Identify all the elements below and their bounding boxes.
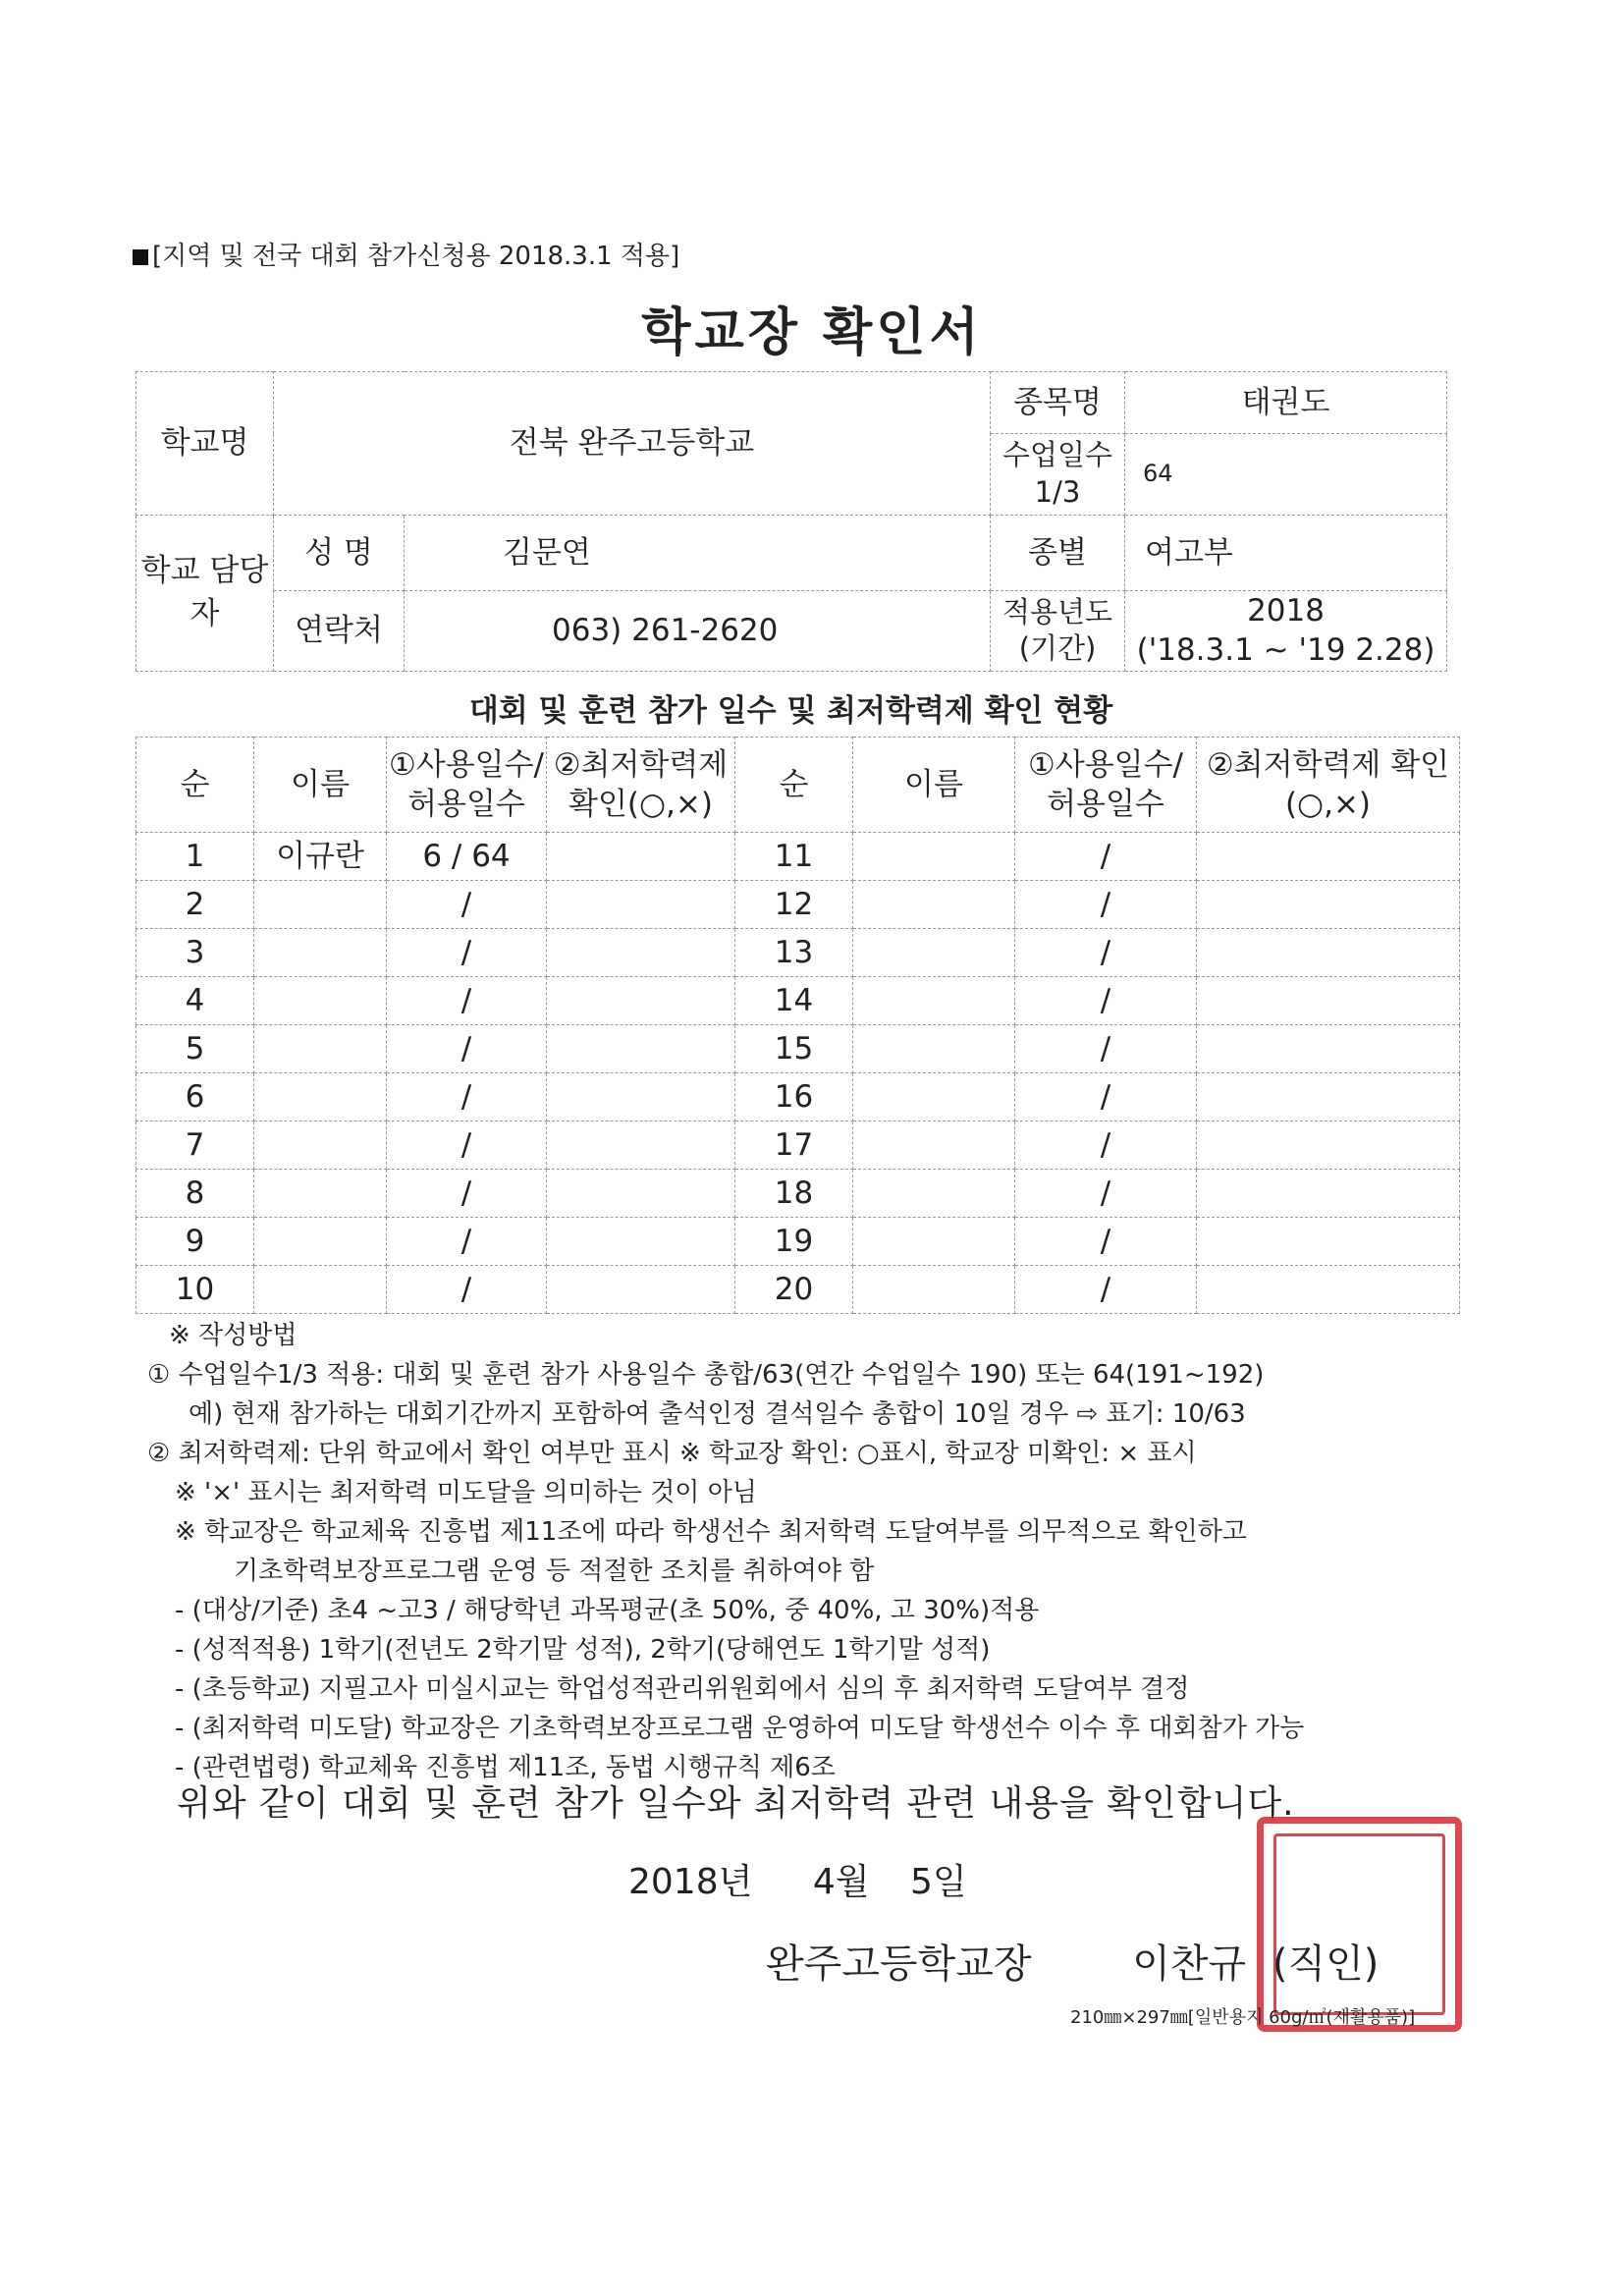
days-used: /	[387, 929, 547, 977]
academic-check	[547, 1025, 735, 1073]
table-row	[136, 1025, 1460, 1073]
days-used-2: /	[1015, 929, 1197, 977]
school-label: 학교명	[136, 372, 274, 516]
academic-check	[547, 1073, 735, 1121]
student-name-2	[853, 1025, 1015, 1073]
header-academic-2: ②최저학력제 확인(○,×)	[1197, 738, 1460, 833]
days-used: /	[387, 977, 547, 1025]
student-name	[254, 929, 387, 977]
academic-check-2	[1197, 1073, 1460, 1121]
confirm-statement: 위와 같이 대회 및 훈련 참가 일수와 최저학력 관련 내용을 확인합니다.	[177, 1783, 1295, 1824]
academic-check	[547, 1170, 735, 1218]
row-no: 2	[136, 881, 254, 929]
academic-check-2	[1197, 833, 1460, 881]
days-used-2: /	[1015, 977, 1197, 1025]
days-used-2: /	[1015, 1025, 1197, 1073]
student-name-2	[853, 833, 1015, 881]
academic-check-2	[1197, 1170, 1460, 1218]
header-no: 순	[136, 738, 254, 833]
days-used: /	[387, 1121, 547, 1170]
row-no: 1	[136, 833, 254, 881]
academic-check-2	[1197, 881, 1460, 929]
academic-check	[547, 1218, 735, 1266]
row-no-2: 14	[735, 977, 853, 1025]
note-line: 기초학력보장프로그램 운영 등 적절한 조치를 취하여야 함	[234, 1557, 875, 1586]
days-used: /	[387, 1170, 547, 1218]
days-used-2: /	[1015, 1266, 1197, 1314]
academic-check	[547, 977, 735, 1025]
days-used-2: /	[1015, 1073, 1197, 1121]
date-day: 5일	[910, 1862, 967, 1902]
contact-value: 063) 261-2620	[405, 591, 991, 672]
academic-check-2	[1197, 1025, 1460, 1073]
contact-label: 연락처	[274, 591, 405, 672]
academic-check-2	[1197, 929, 1460, 977]
student-name-2	[853, 1170, 1015, 1218]
category-label: 종별	[991, 516, 1125, 591]
year-cell	[1125, 591, 1447, 672]
student-name	[254, 1170, 387, 1218]
note-line: ※ 학교장은 학교체육 진흥법 제11조에 따라 학생선수 최저학력 도달여부를 의무적으로 확인하고	[175, 1517, 1247, 1547]
note-line: - (최저학력 미도달) 학교장은 기초학력보장프로그램 운영하여 미도달 학생선수 이수 후 대회참가 가능	[175, 1714, 1305, 1743]
row-no-2: 19	[735, 1218, 853, 1266]
sport-value: 태권도	[1125, 372, 1447, 434]
days-used-2: /	[1015, 833, 1197, 881]
student-name	[254, 1121, 387, 1170]
academic-check	[547, 833, 735, 881]
student-name	[254, 977, 387, 1025]
row-no: 8	[136, 1170, 254, 1218]
manager-label: 학교 담당자	[136, 516, 274, 672]
student-name	[254, 1025, 387, 1073]
academic-check-2	[1197, 1121, 1460, 1170]
roster-table	[135, 737, 1460, 1314]
name-label: 성 명	[274, 516, 405, 591]
row-no-2: 17	[735, 1121, 853, 1170]
document-title: 학교장 확인서	[641, 303, 983, 362]
academic-check-2	[1197, 1266, 1460, 1314]
header-no-2: 순	[735, 738, 853, 833]
square-bullet-icon	[133, 249, 148, 265]
school-name: 전북 완주고등학교	[274, 372, 991, 516]
days-used: /	[387, 1025, 547, 1073]
student-name	[254, 1218, 387, 1266]
table-row	[136, 1121, 1460, 1170]
info-table	[135, 371, 1447, 672]
note-line: - (관련법령) 학교체육 진흥법 제11조, 동법 시행규칙 제6조	[175, 1753, 836, 1782]
signature-name: 이찬규	[1132, 1941, 1247, 1987]
period-value: ('18.3.1 ~ '19 2.28)	[1136, 632, 1435, 669]
days-used-2: /	[1015, 1170, 1197, 1218]
date-year: 2018년	[628, 1862, 753, 1902]
row-no-2: 16	[735, 1073, 853, 1121]
academic-check	[547, 1266, 735, 1314]
manager-name: 김문연	[405, 516, 991, 591]
table-row	[136, 1170, 1460, 1218]
paper-note: 210㎜×297㎜[일반용지 60g/㎡(재활용품)]	[1070, 2007, 1416, 2028]
class-days-value: 64	[1125, 434, 1447, 516]
row-no: 6	[136, 1073, 254, 1121]
row-no: 9	[136, 1218, 254, 1266]
header-name-2: 이름	[853, 738, 1015, 833]
student-name	[254, 881, 387, 929]
table-row	[136, 833, 1460, 881]
row-no: 10	[136, 1266, 254, 1314]
student-name-2	[853, 929, 1015, 977]
row-no-2: 20	[735, 1266, 853, 1314]
row-no-2: 11	[735, 833, 853, 881]
days-used: /	[387, 1073, 547, 1121]
academic-check	[547, 881, 735, 929]
student-name-2	[853, 977, 1015, 1025]
days-used-2: /	[1015, 1218, 1197, 1266]
category-value: 여고부	[1125, 516, 1447, 591]
date-month: 4월	[812, 1862, 870, 1902]
signature-line	[766, 1933, 1379, 1989]
student-name-2	[853, 1121, 1015, 1170]
row-no: 4	[136, 977, 254, 1025]
header-name: 이름	[254, 738, 387, 833]
note-line: ※ '×' 표시는 최저학력 미도달을 의미하는 것이 아님	[175, 1478, 757, 1507]
academic-check-2	[1197, 1218, 1460, 1266]
row-no: 5	[136, 1025, 254, 1073]
days-used: /	[387, 1266, 547, 1314]
note-line: 예) 현재 참가하는 대회기간까지 포함하여 출석인정 결석일수 총합이 10일 경우 ⇨ 표기: 10/63	[189, 1399, 1246, 1429]
academic-check-2	[1197, 977, 1460, 1025]
section-title: 대회 및 훈련 참가 일수 및 최저학력제 확인 현황	[468, 693, 1113, 729]
student-name-2	[853, 1218, 1015, 1266]
table-row	[136, 929, 1460, 977]
student-name-2	[853, 881, 1015, 929]
row-no-2: 18	[735, 1170, 853, 1218]
table-row	[136, 1218, 1460, 1266]
student-name	[254, 1073, 387, 1121]
days-used-2: /	[1015, 1121, 1197, 1170]
year-value: 2018	[1247, 593, 1325, 629]
academic-check	[547, 929, 735, 977]
days-used: /	[387, 881, 547, 929]
header-note: [지역 및 전국 대회 참가신청용 2018.3.1 적용]	[133, 236, 679, 272]
signature-title: 완주고등학교장	[766, 1941, 1032, 1987]
student-name: 이규란	[254, 833, 387, 881]
note-line: ② 최저학력제: 단위 학교에서 확인 여부만 표시 ※ 학교장 확인: ○표시, 학교장 미확인: × 표시	[147, 1439, 1197, 1468]
year-label: 적용년도 (기간)	[991, 591, 1125, 672]
sport-label: 종목명	[991, 372, 1125, 434]
note-line: - (초등학교) 지필고사 미실시교는 학업성적관리위원회에서 심의 후 최저학력 도달여부 결정	[175, 1674, 1190, 1704]
table-row	[136, 1073, 1460, 1121]
table-row	[136, 977, 1460, 1025]
table-row	[136, 881, 1460, 929]
note-line: ※ 작성방법	[169, 1321, 298, 1350]
student-name	[254, 1266, 387, 1314]
days-used: 6 / 64	[387, 833, 547, 881]
student-name-2	[853, 1073, 1015, 1121]
row-no: 3	[136, 929, 254, 977]
row-no-2: 15	[735, 1025, 853, 1073]
date-line	[628, 1854, 967, 1904]
days-used: /	[387, 1218, 547, 1266]
days-used-2: /	[1015, 881, 1197, 929]
academic-check	[547, 1121, 735, 1170]
row-no-2: 13	[735, 929, 853, 977]
note-line: ① 수업일수1/3 적용: 대회 및 훈련 참가 사용일수 총합/63(연간 수업일수 190) 또는 64(191~192)	[147, 1360, 1265, 1390]
signature-seal-text: (직인)	[1272, 1941, 1380, 1987]
student-name-2	[853, 1266, 1015, 1314]
note-line: - (성적적용) 1학기(전년도 2학기말 성적), 2학기(당해연도 1학기말 성적)	[175, 1635, 991, 1665]
notes-section	[147, 1316, 1304, 1787]
header-days: ①사용일수/ 허용일수	[387, 738, 547, 833]
row-no-2: 12	[735, 881, 853, 929]
header-academic: ②최저학력제 확인(○,×)	[547, 738, 735, 833]
school-seal-stamp	[1257, 1817, 1462, 2032]
table-row	[136, 1266, 1460, 1314]
roster-header-row	[136, 738, 1460, 833]
class-days-label: 수업일수 1/3	[991, 434, 1125, 516]
row-no: 7	[136, 1121, 254, 1170]
header-days-2: ①사용일수/ 허용일수	[1015, 738, 1197, 833]
note-line: - (대상/기준) 초4 ~고3 / 해당학년 과목평균(초 50%, 중 40%, 고 30%)적용	[175, 1596, 1040, 1625]
